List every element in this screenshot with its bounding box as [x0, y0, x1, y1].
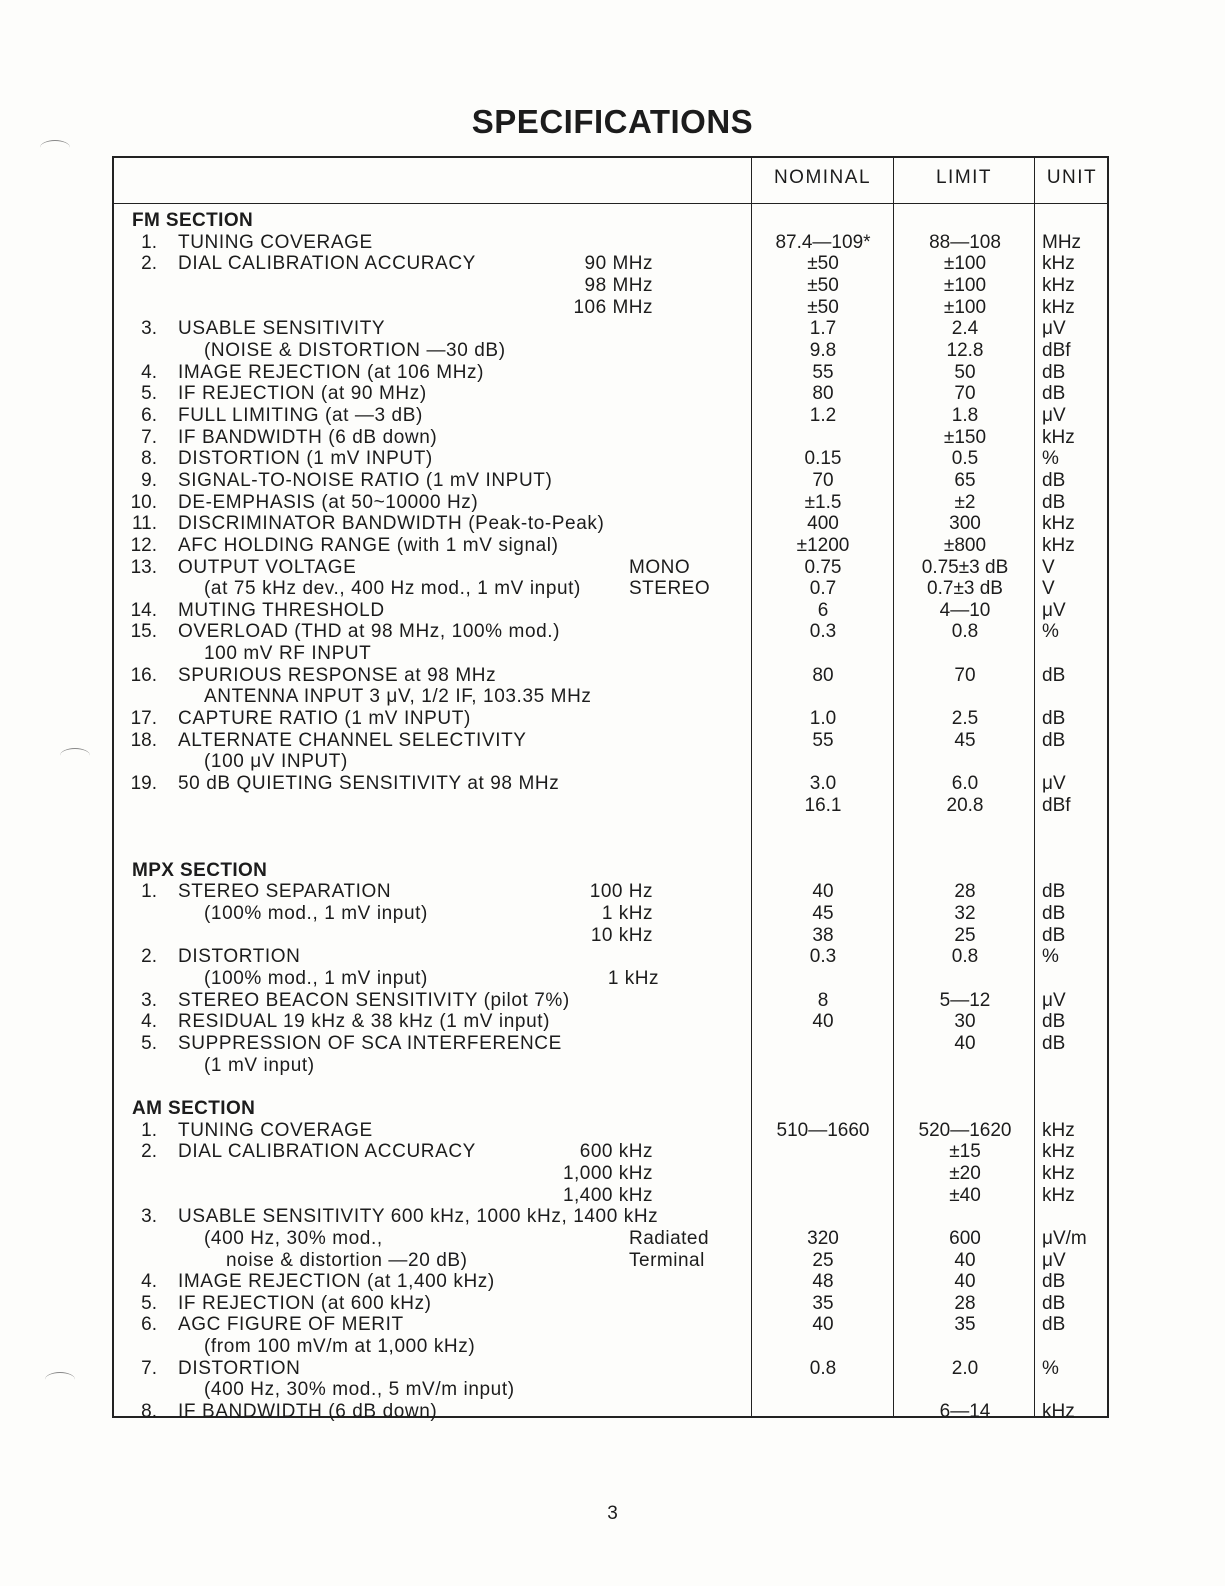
item-number: 6. [141, 1314, 157, 1336]
nominal-value: 0.7 [809, 578, 837, 600]
spec-row [114, 448, 1109, 470]
item-number: 4. [141, 361, 157, 383]
limit-value: 25 [954, 924, 976, 946]
limit-value: 0.75±3 dB [921, 556, 1009, 578]
nominal-value: 0.75 [804, 556, 842, 578]
spec-row [114, 297, 1109, 319]
item-sublabel: (400 Hz, 30% mod., 5 mV/m input) [204, 1379, 515, 1401]
unit-value: μV [1042, 599, 1066, 621]
spec-row [114, 578, 1109, 600]
item-label: DIAL CALIBRATION ACCURACY [178, 1141, 476, 1163]
header-nominal: NOMINAL [773, 167, 872, 188]
item-number: 1. [141, 1119, 157, 1141]
unit-value: kHz [1042, 1162, 1075, 1184]
nominal-value: 80 [812, 664, 834, 686]
spec-row [114, 318, 1109, 340]
nominal-value: 8 [817, 989, 829, 1011]
limit-value: 40 [954, 1032, 976, 1054]
unit-value: kHz [1042, 1141, 1075, 1163]
unit-value: dB [1042, 1292, 1066, 1314]
unit-value: kHz [1042, 1401, 1075, 1423]
spec-row [114, 1055, 1109, 1077]
spec-row [114, 1033, 1109, 1055]
spec-row [114, 340, 1109, 362]
nominal-value: 3.0 [809, 773, 837, 795]
item-number: 3. [141, 318, 157, 340]
limit-value: ±150 [943, 426, 987, 448]
unit-value: dB [1042, 903, 1066, 924]
nominal-value: ±50 [807, 253, 839, 275]
limit-value: 300 [949, 513, 981, 535]
spec-row [114, 773, 1109, 795]
nominal-value: ±50 [807, 296, 839, 318]
item-label: 50 dB QUIETING SENSITIVITY at 98 MHz [178, 773, 560, 795]
item-condition: STEREO [629, 578, 711, 600]
item-number: 5. [141, 1292, 157, 1314]
limit-value: 2.5 [951, 708, 979, 730]
nominal-value: 40 [812, 881, 834, 903]
nominal-value: 0.15 [804, 448, 842, 470]
nominal-value: 35 [812, 1292, 834, 1314]
nominal-value: ±1.5 [804, 491, 842, 513]
nominal-value: 510—1660 [776, 1119, 870, 1141]
spec-row [114, 838, 1109, 860]
nominal-value: 87.4—109* [775, 231, 871, 253]
unit-value: % [1042, 1357, 1059, 1379]
nominal-value: 1.7 [809, 318, 837, 340]
unit-value: μV [1042, 773, 1066, 795]
nominal-value: 6 [817, 599, 829, 621]
spec-row [114, 881, 1109, 903]
item-number: 7. [141, 426, 157, 448]
spec-row [114, 492, 1109, 514]
item-number: 6. [141, 404, 157, 426]
item-sublabel: noise & distortion —20 dB) [226, 1249, 468, 1271]
page-title: SPECIFICATIONS [471, 103, 754, 140]
spec-row [114, 405, 1109, 427]
spec-table [112, 156, 1109, 1423]
unit-value: V [1042, 578, 1055, 600]
limit-value: 32 [954, 903, 976, 924]
limit-value: 0.8 [951, 946, 979, 968]
item-number: 10. [130, 491, 157, 513]
item-label: USABLE SENSITIVITY [178, 318, 386, 340]
unit-value: dB [1042, 1314, 1066, 1336]
limit-value: ±800 [943, 534, 987, 556]
limit-value: 2.0 [951, 1357, 979, 1379]
spec-row [114, 1336, 1109, 1358]
spec-row [114, 1293, 1109, 1315]
item-condition: 1 kHz [607, 967, 659, 989]
item-label: AFC HOLDING RANGE (with 1 mV signal) [178, 534, 559, 556]
item-number: 18. [130, 729, 157, 751]
item-label: DE-EMPHASIS (at 50~10000 Hz) [178, 491, 479, 513]
item-label: AGC FIGURE OF MERIT [178, 1314, 404, 1336]
nominal-value: 55 [812, 361, 834, 383]
nominal-value: 1.2 [809, 404, 837, 426]
nominal-value: 48 [812, 1271, 834, 1293]
item-sublabel: 100 mV RF INPUT [204, 643, 372, 665]
item-sublabel: (from 100 mV/m at 1,000 kHz) [204, 1336, 476, 1358]
item-label: IF REJECTION (at 600 kHz) [178, 1292, 432, 1314]
nominal-value: 38 [812, 924, 834, 946]
spec-row [114, 1011, 1109, 1033]
item-label: STEREO BEACON SENSITIVITY (pilot 7%) [178, 989, 570, 1011]
item-label: DISTORTION [178, 946, 301, 968]
spec-row [114, 600, 1109, 622]
header-unit: UNIT [1046, 167, 1098, 188]
unit-value: % [1042, 448, 1059, 470]
item-label: OUTPUT VOLTAGE [178, 556, 357, 578]
spec-row [114, 665, 1109, 687]
item-sublabel: (100 μV INPUT) [204, 751, 348, 773]
spec-row [114, 557, 1109, 579]
item-label: IF BANDWIDTH (6 dB down) [178, 426, 438, 448]
unit-value: kHz [1042, 534, 1075, 556]
spec-row [114, 795, 1109, 817]
nominal-value: ±50 [807, 274, 839, 296]
item-number: 8. [141, 448, 157, 470]
item-number: 19. [130, 773, 157, 795]
item-number: 4. [141, 1011, 157, 1033]
unit-value: kHz [1042, 253, 1075, 275]
section-heading-row [114, 210, 1109, 232]
item-condition: 10 kHz [590, 924, 653, 946]
spec-row [114, 903, 1109, 925]
section-heading-row [114, 860, 1109, 882]
punch-hole-mark [40, 140, 70, 155]
item-label: CAPTURE RATIO (1 mV INPUT) [178, 708, 471, 730]
unit-value: dB [1042, 729, 1066, 751]
item-sublabel: (400 Hz, 30% mod., [204, 1227, 383, 1249]
header-divider [114, 203, 1107, 204]
limit-value: 28 [954, 1292, 976, 1314]
item-number: 14. [130, 599, 157, 621]
item-condition: MONO [629, 556, 691, 578]
spec-row [114, 990, 1109, 1012]
item-number: 4. [141, 1271, 157, 1293]
item-number: 13. [130, 556, 157, 578]
item-label: RESIDUAL 19 kHz & 38 kHz (1 mV input) [178, 1011, 551, 1033]
spec-row [114, 643, 1109, 665]
section-heading: FM SECTION [132, 210, 254, 231]
limit-value: 40 [954, 1249, 976, 1271]
limit-value: 40 [954, 1271, 976, 1293]
item-condition: 106 MHz [573, 296, 653, 318]
item-sublabel: ANTENNA INPUT 3 μV, 1/2 IF, 103.35 MHz [204, 686, 592, 708]
item-label: DISTORTION (1 mV INPUT) [178, 448, 433, 470]
limit-value: 12.8 [946, 339, 984, 361]
item-label: SPURIOUS RESPONSE at 98 MHz [178, 664, 497, 686]
nominal-value: 25 [812, 1249, 834, 1271]
spec-row [114, 1250, 1109, 1272]
item-label: TUNING COVERAGE [178, 1119, 373, 1141]
spec-rows [114, 210, 1109, 1423]
spec-row [114, 1141, 1109, 1163]
item-number: 12. [130, 534, 157, 556]
limit-value: 6.0 [951, 773, 979, 795]
item-condition: 90 MHz [584, 253, 653, 275]
item-condition: 1,000 kHz [562, 1162, 653, 1184]
punch-hole-mark [60, 748, 90, 763]
spec-row [114, 751, 1109, 773]
nominal-value: 0.3 [809, 946, 837, 968]
item-number: 17. [130, 708, 157, 730]
page-number: 3 [607, 1503, 618, 1524]
item-label: TUNING COVERAGE [178, 231, 373, 253]
limit-value: 45 [954, 729, 976, 751]
item-label: OVERLOAD (THD at 98 MHz, 100% mod.) [178, 621, 561, 643]
unit-value: dB [1042, 383, 1066, 405]
limit-value: 30 [954, 1011, 976, 1033]
item-number: 16. [130, 664, 157, 686]
item-number: 1. [141, 881, 157, 903]
item-number: 2. [141, 253, 157, 275]
unit-value: μV [1042, 318, 1066, 340]
limit-value: 2.4 [951, 318, 979, 340]
limit-value: ±100 [943, 253, 987, 275]
unit-value: kHz [1042, 426, 1075, 448]
unit-value: dB [1042, 924, 1066, 946]
spec-row [114, 427, 1109, 449]
spec-row [114, 925, 1109, 947]
spec-row [114, 1120, 1109, 1142]
spec-row [114, 362, 1109, 384]
spec-row [114, 1314, 1109, 1336]
unit-value: kHz [1042, 274, 1075, 296]
spec-row [114, 1076, 1109, 1098]
limit-value: 35 [954, 1314, 976, 1336]
unit-value: dB [1042, 361, 1066, 383]
item-label: IMAGE REJECTION (at 1,400 kHz) [178, 1271, 495, 1293]
nominal-value: 55 [812, 729, 834, 751]
spec-row [114, 383, 1109, 405]
item-label: STEREO SEPARATION [178, 881, 392, 903]
limit-value: 28 [954, 881, 976, 903]
item-label: FULL LIMITING (at —3 dB) [178, 404, 423, 426]
header-limit: LIMIT [935, 167, 993, 188]
unit-value: kHz [1042, 513, 1075, 535]
nominal-value: 0.8 [809, 1357, 837, 1379]
nominal-value: 40 [812, 1314, 834, 1336]
spec-row [114, 253, 1109, 275]
limit-value: 4—10 [939, 599, 991, 621]
spec-row [114, 621, 1109, 643]
item-number: 11. [131, 513, 157, 535]
limit-value: 520—1620 [918, 1119, 1012, 1141]
nominal-value: 80 [812, 383, 834, 405]
item-number: 5. [141, 383, 157, 405]
spec-row [114, 1228, 1109, 1250]
limit-value: 65 [954, 469, 976, 491]
unit-value: dBf [1042, 794, 1071, 816]
item-sublabel: (100% mod., 1 mV input) [204, 967, 428, 989]
unit-value: μV/m [1042, 1227, 1087, 1249]
spec-row [114, 1401, 1109, 1423]
unit-value: dB [1042, 469, 1066, 491]
spec-row [114, 1185, 1109, 1207]
nominal-value: 320 [807, 1227, 839, 1249]
limit-value: 0.5 [951, 448, 979, 470]
item-sublabel: (NOISE & DISTORTION —30 dB) [204, 339, 506, 361]
item-sublabel: (at 75 kHz dev., 400 Hz mod., 1 mV input) [204, 578, 581, 600]
item-number: 3. [141, 989, 157, 1011]
unit-value: kHz [1042, 1119, 1075, 1141]
limit-value: 5—12 [939, 989, 991, 1011]
unit-value: dB [1042, 491, 1066, 513]
spec-row [114, 1271, 1109, 1293]
unit-value: dB [1042, 708, 1066, 730]
limit-value: 20.8 [946, 794, 984, 816]
nominal-value: 40 [812, 1011, 834, 1033]
spec-row [114, 1163, 1109, 1185]
spec-row [114, 470, 1109, 492]
item-number: 7. [141, 1357, 157, 1379]
unit-value: μV [1042, 989, 1066, 1011]
spec-row [114, 816, 1109, 838]
limit-value: ±20 [949, 1162, 981, 1184]
item-label: SUPPRESSION OF SCA INTERFERENCE [178, 1032, 562, 1054]
item-label: IMAGE REJECTION (at 106 MHz) [178, 361, 485, 383]
nominal-value: 1.0 [809, 708, 837, 730]
section-heading-row [114, 1098, 1109, 1120]
limit-value: ±100 [943, 296, 987, 318]
spec-row [114, 686, 1109, 708]
unit-value: % [1042, 621, 1059, 643]
item-condition: Terminal [629, 1249, 705, 1271]
spec-row [114, 275, 1109, 297]
unit-value: kHz [1042, 296, 1075, 318]
item-label: DISCRIMINATOR BANDWIDTH (Peak-to-Peak) [178, 513, 605, 535]
limit-value: 70 [954, 383, 976, 405]
unit-value: μV [1042, 1249, 1066, 1271]
punch-hole-mark [45, 1372, 75, 1387]
limit-value: 88—108 [929, 231, 1001, 253]
item-label: DISTORTION [178, 1357, 301, 1379]
section-heading: MPX SECTION [132, 859, 268, 881]
unit-value: dB [1042, 664, 1066, 686]
spec-row [114, 232, 1109, 254]
item-sublabel: (1 mV input) [204, 1054, 315, 1076]
unit-value: dB [1042, 1271, 1066, 1293]
spec-row [114, 535, 1109, 557]
nominal-value: 0.3 [809, 621, 837, 643]
item-number: 1. [141, 231, 157, 253]
unit-value: dB [1042, 881, 1066, 903]
item-number: 5. [141, 1032, 157, 1054]
item-sublabel: (100% mod., 1 mV input) [204, 903, 428, 924]
spec-row [114, 968, 1109, 990]
limit-value: 50 [954, 361, 976, 383]
item-number: 3. [141, 1206, 157, 1228]
item-label: SIGNAL-TO-NOISE RATIO (1 mV INPUT) [178, 469, 553, 491]
limit-value: 0.7±3 dB [927, 578, 1003, 600]
limit-value: ±100 [943, 274, 987, 296]
limit-value: ±15 [949, 1141, 981, 1163]
item-label: DIAL CALIBRATION ACCURACY [178, 253, 476, 275]
unit-value: kHz [1042, 1184, 1075, 1206]
item-label: USABLE SENSITIVITY 600 kHz, 1000 kHz, 1400 kHz [178, 1206, 659, 1228]
spec-row [114, 946, 1109, 968]
spec-row [114, 1379, 1109, 1401]
nominal-value: ±1200 [796, 534, 850, 556]
nominal-value: 9.8 [809, 339, 837, 361]
item-condition: 1,400 kHz [562, 1184, 653, 1206]
item-number: 2. [141, 946, 157, 968]
nominal-value: 400 [807, 513, 839, 535]
unit-value: dBf [1042, 339, 1071, 361]
limit-value: ±2 [954, 491, 976, 513]
unit-value: dB [1042, 1032, 1066, 1054]
section-heading: AM SECTION [132, 1097, 256, 1119]
item-condition: Radiated [629, 1227, 710, 1249]
item-number: 2. [141, 1141, 157, 1163]
unit-value: V [1042, 556, 1055, 578]
unit-value: MHz [1042, 231, 1082, 253]
unit-value: dB [1042, 1011, 1066, 1033]
spec-row [114, 513, 1109, 535]
item-label: ALTERNATE CHANNEL SELECTIVITY [178, 729, 527, 751]
item-condition: 98 MHz [584, 274, 653, 296]
limit-value: 600 [949, 1227, 981, 1249]
spec-row [114, 1358, 1109, 1380]
nominal-value: 16.1 [804, 794, 842, 816]
unit-value: % [1042, 946, 1059, 968]
limit-value: 0.8 [951, 621, 979, 643]
item-number: 9. [141, 469, 157, 491]
item-label: MUTING THRESHOLD [178, 599, 385, 621]
item-condition: 1 kHz [601, 903, 653, 924]
limit-value: 1.8 [951, 404, 979, 426]
item-condition: 100 Hz [589, 881, 653, 903]
unit-value: μV [1042, 404, 1066, 426]
spec-row [114, 708, 1109, 730]
item-condition: 600 kHz [579, 1141, 653, 1163]
nominal-value: 45 [812, 903, 834, 924]
item-number: 8. [141, 1401, 157, 1423]
item-label: IF REJECTION (at 90 MHz) [178, 383, 427, 405]
nominal-value: 70 [812, 469, 834, 491]
limit-value: ±40 [949, 1184, 981, 1206]
spec-row [114, 1206, 1109, 1228]
limit-value: 70 [954, 664, 976, 686]
item-label: IF BANDWIDTH (6 dB down) [178, 1401, 438, 1423]
limit-value: 6—14 [939, 1401, 991, 1423]
item-number: 15. [130, 621, 157, 643]
spec-row [114, 730, 1109, 752]
